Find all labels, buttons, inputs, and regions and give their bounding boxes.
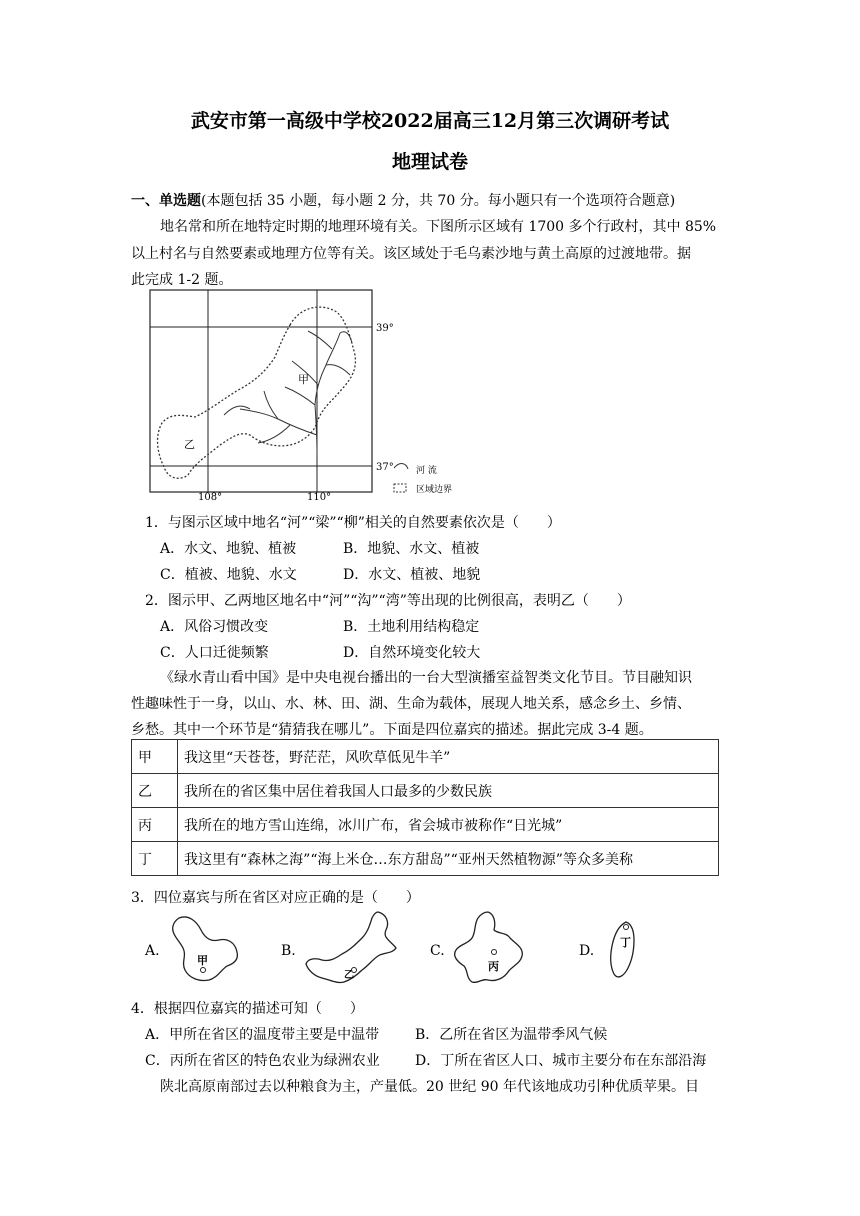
q3-option-b[interactable]: B. (281, 943, 296, 959)
intro1-line-3: 此完成 1-2 题。 (131, 272, 233, 288)
legend-river-label: 河 流 (416, 466, 437, 476)
map-frame (150, 290, 372, 492)
clue-key: 丙 (132, 808, 178, 842)
q2-stem: 2．图示甲、乙两地区地名中“河”“沟”“湾”等出现的比例很高，表明乙（ ） (145, 593, 631, 609)
q4-option-c[interactable]: C．丙所在省区的特色农业为绿洲农业 (145, 1053, 380, 1069)
clues-table (131, 739, 719, 876)
q3-option-a[interactable]: A. (145, 943, 160, 959)
capital-dot (624, 925, 629, 930)
legend-river-icon (394, 464, 408, 469)
province-map-heilongjiang (165, 912, 250, 987)
province-label-ding: 丁 (620, 936, 631, 949)
river-main (315, 333, 340, 455)
intro1-line-1: 地名常和所在地特定时期的地理环境有关。下图所示区域有 1700 多个行政村，其中 85% (160, 219, 717, 235)
map-label-yi: 乙 (184, 438, 195, 451)
river-trib-5 (240, 409, 317, 435)
province-label-yi: 乙 (344, 970, 354, 981)
q2-option-b[interactable]: B．土地利用结构稳定 (343, 619, 480, 635)
lon-label-108: 108° (198, 492, 223, 503)
province-label-jia: 甲 (197, 954, 208, 967)
legend-boundary-label: 区域边界 (416, 485, 453, 495)
clue-text: 我这里有“森林之海”“海上米仓…东方甜岛”“亚州天然植物源”等众多美称 (178, 842, 719, 876)
intro1-line-2: 以上村名与自然要素或地理方位等有关。该区域处于毛乌素沙地与黄土高原的过渡地带。据 (131, 246, 691, 262)
page-subtitle: 地理试卷 (391, 151, 468, 173)
province-map-yunnan (448, 908, 530, 988)
intro2-line-3: 乡愁。其中一个环节是“猜猜我在哪儿”。下面是四位嘉宾的描述。据此完成 3-4 题。 (131, 722, 653, 738)
clue-text: 我所在的地方雪山连绵，冰川广布，省会城市被称作“日光城” (178, 808, 719, 842)
q1-option-a[interactable]: A．水文、地貌、植被 (160, 541, 297, 557)
section-heading-note: (本题包括 35 小题，每小题 2 分，共 70 分。每小题只有一个选项符合题意) (201, 193, 676, 209)
section-heading (131, 190, 675, 210)
region-map (140, 285, 480, 505)
clue-text: 我这里“天苍苍，野茫茫，风吹草低见牛羊” (178, 740, 719, 774)
river-trib-4 (308, 331, 332, 349)
q2-option-c[interactable]: C．人口迁徙频繁 (160, 645, 269, 661)
q4-option-a[interactable]: A．甲所在省区的温度带主要是中温带 (145, 1027, 380, 1043)
q3-option-c[interactable]: C. (430, 943, 445, 959)
legend-boundary-icon (394, 484, 406, 492)
intro2-line-2: 性趣味性于一身，以山、水、林、田、湖、生命为载体，展现人地关系，感念乡土、乡情、 (131, 696, 691, 712)
q1-option-c[interactable]: C．植被、地貌、水文 (160, 567, 297, 583)
q1-option-b[interactable]: B．地貌、水文、植被 (343, 541, 480, 557)
q2-option-d[interactable]: D．自然环境变化较大 (343, 645, 481, 661)
river-trib-6 (258, 425, 290, 443)
map-label-jia: 甲 (298, 373, 309, 386)
clue-key: 乙 (132, 774, 178, 808)
q1-option-d[interactable]: D．水文、植被、地貌 (343, 567, 481, 583)
page-title: 武安市第一高级中学校2022届高三12月第三次调研考试 (190, 110, 670, 132)
province-outline (611, 922, 634, 977)
q4-option-b[interactable]: B．乙所在省区为温带季风气候 (415, 1027, 608, 1043)
q1-stem: 1．与图示区域中地名“河”“梁”“柳”相关的自然要素依次是（ ） (145, 515, 561, 531)
intro3-line-1: 陕北高原南部过去以种粮食为主，产量低。20 世纪 90 年代该地成功引种优质苹果。目 (160, 1079, 699, 1095)
intro2-line-1: 《绿水青山看中国》是中央电视台播出的一台大型演播室益智类文化节目。节目融知识 (160, 670, 692, 686)
q3-option-d[interactable]: D. (579, 943, 595, 959)
river-trib-1 (285, 387, 315, 405)
province-map-taiwan (604, 918, 644, 984)
river-trib-9 (340, 332, 352, 343)
province-label-bing: 丙 (488, 960, 499, 973)
q4-option-d[interactable]: D．丁所在省区人口、城市主要分布在东部沿海 (415, 1053, 707, 1069)
clue-row (132, 740, 719, 774)
capital-dot (492, 950, 497, 955)
q4-stem: 4．根据四位嘉宾的描述可知（ ） (131, 1001, 364, 1017)
section-heading-label: 一、单选题 (131, 193, 201, 209)
q3-stem: 3．四位嘉宾与所在省区对应正确的是（ ） (131, 890, 420, 906)
clue-row (132, 774, 719, 808)
province-map-inner-mongolia (300, 908, 405, 988)
lat-label-39: 39° (376, 323, 394, 334)
q2-option-a[interactable]: A．风俗习惯改变 (160, 619, 269, 635)
clue-key: 丁 (132, 842, 178, 876)
lon-label-110: 110° (307, 492, 332, 503)
river-trib-3 (326, 365, 350, 375)
clue-row (132, 842, 719, 876)
clue-text: 我所在的省区集中居住着我国人口最多的少数民族 (178, 774, 719, 808)
capital-dot (201, 968, 206, 973)
lat-label-37: 37° (376, 462, 394, 473)
region-boundary (158, 307, 356, 478)
clue-key: 甲 (132, 740, 178, 774)
clue-row (132, 808, 719, 842)
